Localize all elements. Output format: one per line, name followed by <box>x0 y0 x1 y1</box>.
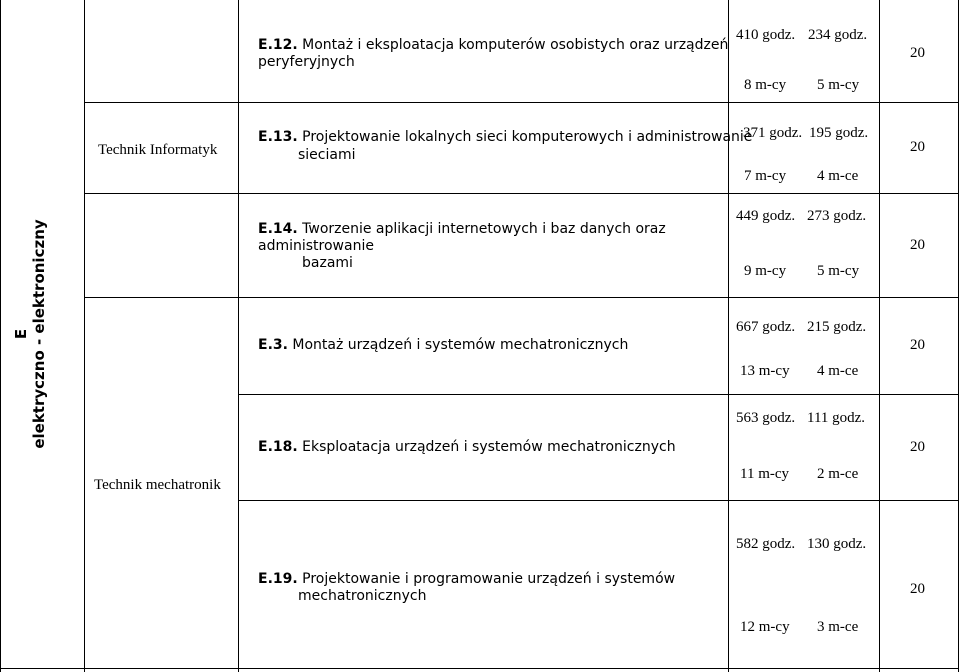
hours-practice: 273 godz. <box>807 208 867 224</box>
table-divider <box>238 0 239 672</box>
area-label <box>12 214 48 454</box>
hours-total: 563 godz. <box>736 410 796 426</box>
table-divider <box>84 102 959 103</box>
hours-practice: 234 godz. <box>808 27 868 43</box>
table-divider <box>238 394 959 395</box>
hours-total: 371 godz. <box>743 125 803 141</box>
table-divider <box>84 193 959 194</box>
duration-months: 9 m-cy <box>744 263 787 279</box>
area-code: E <box>12 328 30 340</box>
duration-months: 12 m-cy <box>740 619 790 635</box>
weeks-value: 20 <box>910 439 925 455</box>
qualification-title-cont: administrowanie <box>258 238 374 254</box>
table-divider <box>84 297 959 298</box>
hours-total: 449 godz. <box>736 208 796 224</box>
profession-name: Technik Informatyk <box>98 142 218 158</box>
qualification-title-cont: bazami <box>302 255 353 271</box>
duration-months: 11 m-cy <box>740 466 790 482</box>
weeks-value: 20 <box>910 337 925 353</box>
qualification-code: E.19. <box>258 571 298 587</box>
table-divider <box>238 500 959 501</box>
weeks-value: 20 <box>910 581 925 597</box>
qualification-title: Montaż i eksploatacja komputerów osobistych oraz urządzeń <box>302 37 729 53</box>
hours-total: 667 godz. <box>736 319 796 335</box>
qualification-title-cont: sieciami <box>298 147 356 163</box>
hours-total: 582 godz. <box>736 536 796 552</box>
qualification-code: E.14. <box>258 221 298 237</box>
duration-months: 8 m-cy <box>744 77 787 93</box>
weeks-value: 20 <box>910 237 925 253</box>
duration-months: 5 m-cy <box>817 77 860 93</box>
qualification-title-cont: mechatronicznych <box>298 588 427 604</box>
duration-months: 2 m-ce <box>817 466 859 482</box>
hours-practice: 130 godz. <box>807 536 867 552</box>
qualification-title: Projektowanie i programowanie urządzeń i systemów <box>302 571 676 587</box>
qualification-title: Tworzenie aplikacji internetowych i baz danych oraz <box>302 221 666 237</box>
weeks-value: 20 <box>910 45 925 61</box>
qualification-code: E.13. <box>258 129 298 145</box>
table-divider <box>84 0 85 672</box>
hours-total: 410 godz. <box>736 27 796 43</box>
table-border-left <box>0 0 1 672</box>
weeks-value: 20 <box>910 139 925 155</box>
duration-months: 4 m-ce <box>817 168 859 184</box>
hours-practice: 111 godz. <box>807 410 866 426</box>
qualification-code: E.12. <box>258 37 298 53</box>
table-divider <box>879 0 880 672</box>
duration-months: 4 m-ce <box>817 363 859 379</box>
qualification-title-cont: peryferyjnych <box>258 54 355 70</box>
qualification-title: Montaż urządzeń i systemów mechatronicznych <box>292 337 629 353</box>
duration-months: 7 m-cy <box>744 168 787 184</box>
profession-name: Technik mechatronik <box>94 477 221 493</box>
table-border-bottom <box>0 668 959 669</box>
area-name: elektryczno - elektroniczny <box>30 219 48 449</box>
duration-months: 3 m-ce <box>817 619 859 635</box>
hours-practice: 195 godz. <box>809 125 869 141</box>
duration-months: 5 m-cy <box>817 263 860 279</box>
qualification-code: E.3. <box>258 337 288 353</box>
duration-months: 13 m-cy <box>740 363 790 379</box>
table-divider <box>728 0 729 672</box>
qualification-code: E.18. <box>258 439 298 455</box>
table-border-right <box>958 0 959 672</box>
qualification-title: Projektowanie lokalnych sieci komputerowych i administrowanie <box>302 129 753 145</box>
qualification-title: Eksploatacja urządzeń i systemów mechatronicznych <box>302 439 676 455</box>
hours-practice: 215 godz. <box>807 319 867 335</box>
